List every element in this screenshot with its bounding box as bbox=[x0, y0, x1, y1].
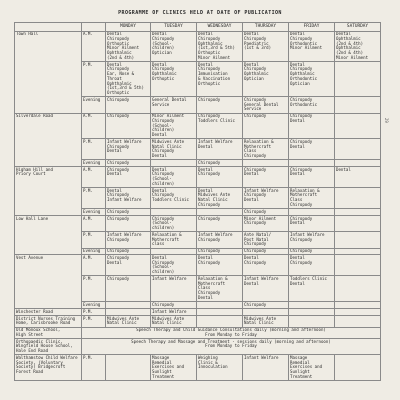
schedule-cell: Dental Chiropody Immunisation & Vaccination Orthoptic bbox=[197, 62, 243, 97]
table-row bbox=[15, 216, 381, 232]
schedule-cell: Chiropody (School- children) bbox=[151, 216, 197, 232]
session-label: P.M. bbox=[82, 355, 106, 381]
clinic-name: Silverdale Road bbox=[15, 113, 82, 167]
schedule-cell: Dental Chiropody Ophthalmic Orthodontic Optician bbox=[289, 62, 335, 97]
schedule-cell bbox=[335, 216, 381, 232]
schedule-cell: Infant Welfare bbox=[151, 309, 197, 316]
clinic-name: Higham Hill and Priory Court bbox=[15, 167, 82, 216]
schedule-cell: Weighing Clinic & Innoculation bbox=[197, 355, 243, 381]
schedule-cell bbox=[197, 209, 243, 216]
schedule-cell: Chiropody bbox=[197, 248, 243, 255]
schedule-cell bbox=[335, 276, 381, 302]
schedule-span-cell: Speech Therapy and Massage and Treatment - sessions daily (morning and afternoon) From Monday to Friday bbox=[82, 339, 381, 355]
schedule-cell: Massage Remedial Exercises and Sunlight Treatment bbox=[289, 355, 335, 381]
schedule-cell: Relaxation & Mothercraft Class Chiropody Dental bbox=[197, 276, 243, 302]
schedule-cell: General Dental Service bbox=[151, 97, 197, 113]
schedule-cell: Chiropody bbox=[106, 113, 151, 139]
schedule-cell: Chiropody bbox=[106, 97, 151, 113]
schedule-cell bbox=[197, 315, 243, 327]
schedule-cell: Dental Chiropody (School- children) Optician bbox=[151, 31, 197, 61]
schedule-cell: Relaxation & Mothercraft Class Chiropody bbox=[243, 139, 289, 160]
session-label: Evening bbox=[82, 302, 106, 309]
schedule-cell: Dental Chiropody bbox=[197, 255, 243, 276]
schedule-cell bbox=[289, 160, 335, 167]
schedule-cell: Dental Chiropody bbox=[197, 167, 243, 188]
schedule-cell: Minor Ailment Chiropody bbox=[243, 216, 289, 232]
schedule-cell bbox=[335, 209, 381, 216]
schedule-cell bbox=[335, 62, 381, 97]
schedule-cell: Midwives Ante Natal Clinic bbox=[243, 315, 289, 327]
schedule-cell bbox=[197, 309, 243, 316]
schedule-cell: Chiropody bbox=[243, 302, 289, 309]
schedule-cell bbox=[289, 309, 335, 316]
schedule-cell: Infant Welfare Chiropody bbox=[106, 232, 151, 248]
table-row bbox=[15, 113, 381, 139]
schedule-cell: Chiropody bbox=[243, 209, 289, 216]
session-label: P.M. bbox=[82, 188, 106, 209]
header-saturday: SATURDAY bbox=[335, 23, 381, 32]
schedule-cell: Infant Welfare Chiropody bbox=[197, 232, 243, 248]
schedule-cell: Midwives Ante Natal Clinic bbox=[106, 315, 151, 327]
schedule-cell bbox=[335, 315, 381, 327]
schedule-cell: Chiropody Dental bbox=[289, 113, 335, 139]
clinic-name: Old Monoux School, High Street bbox=[15, 327, 82, 339]
schedule-cell: Massage Remedial Exercises and Sunlight Treatment bbox=[151, 355, 197, 381]
schedule-cell bbox=[335, 255, 381, 276]
header-monday: MONDAY bbox=[106, 23, 151, 32]
schedule-cell bbox=[335, 97, 381, 113]
schedule-cell: Infant Welfare Chiropody Dental bbox=[106, 139, 151, 160]
schedule-cell: Chiropody bbox=[106, 216, 151, 232]
session-label: A.M. bbox=[82, 31, 106, 61]
clinic-name: Town Hall bbox=[15, 31, 82, 113]
header-clinic bbox=[15, 23, 82, 32]
schedule-cell bbox=[289, 302, 335, 309]
session-label: P.M. bbox=[82, 309, 106, 316]
schedule-cell: Ante Natal/ Post Natal Chiropody bbox=[243, 232, 289, 248]
schedule-cell: Chiropody Dental bbox=[289, 139, 335, 160]
header-wednesday: WEDNESDAY bbox=[197, 23, 243, 32]
header-tuesday: TUESDAY bbox=[151, 23, 197, 32]
page-number: 29 bbox=[384, 118, 389, 123]
schedule-cell: Chiropody bbox=[106, 160, 151, 167]
session-label: P.M. bbox=[82, 62, 106, 97]
schedule-cell: Infant Welfare Chiropody Dental bbox=[243, 188, 289, 209]
table-row bbox=[15, 31, 381, 61]
schedule-cell: Midwives Ante Natal Clinic bbox=[151, 315, 197, 327]
schedule-cell: Chiropody bbox=[151, 302, 197, 309]
schedule-cell: Dental Chiropody Ear, Nose & Throat Ophthalmic (1st,3rd & 5th) Orthoptic bbox=[106, 62, 151, 97]
schedule-cell: Chiropody Dental bbox=[289, 167, 335, 188]
schedule-cell bbox=[289, 315, 335, 327]
schedule-cell: Chiropody bbox=[106, 276, 151, 302]
schedule-cell bbox=[335, 160, 381, 167]
session-label: A.M. bbox=[82, 216, 106, 232]
schedule-cell: Minor Ailment Chiropody (School- children) Dental bbox=[151, 113, 197, 139]
schedule-cell bbox=[335, 309, 381, 316]
table-row bbox=[15, 255, 381, 276]
table-row bbox=[15, 327, 381, 339]
session-label: Evening bbox=[82, 209, 106, 216]
page-title: PROGRAMME OF CLINICS HELD AT DATE OF PUBLICATION bbox=[118, 10, 282, 16]
schedule-cell: Dental Chiropody Toddlers Clinic bbox=[151, 188, 197, 209]
schedule-cell: Dental Midwives Ante Natal Clinic Chiropody bbox=[197, 188, 243, 209]
schedule-cell: Infant Welfare bbox=[243, 355, 289, 381]
schedule-cell: Infant Welfare Dental bbox=[197, 139, 243, 160]
session-label: A.M. bbox=[82, 167, 106, 188]
clinic-schedule-table bbox=[14, 22, 381, 381]
schedule-cell: Chiropody bbox=[197, 97, 243, 113]
clinic-name: Low Hall Lane bbox=[15, 216, 82, 255]
schedule-cell: Chiropody Dental bbox=[289, 216, 335, 232]
schedule-cell: Dental Chiropody bbox=[289, 255, 335, 276]
session-label: A.M. bbox=[82, 255, 106, 276]
schedule-cell: Chiropody General Dental Service bbox=[243, 97, 289, 113]
schedule-cell bbox=[335, 302, 381, 309]
header-friday: FRIDAY bbox=[289, 23, 335, 32]
schedule-cell: Toddlers Clinic Dental bbox=[289, 276, 335, 302]
schedule-cell: Dental Chiropody Orthoptic Minor Ailment Ophthalmic (2nd & 4th) bbox=[106, 31, 151, 61]
schedule-cell: Chiropody Orthodontic bbox=[289, 97, 335, 113]
schedule-cell bbox=[106, 309, 151, 316]
schedule-cell: Chiropody bbox=[243, 248, 289, 255]
schedule-cell: Dental Chiropody (School- children) bbox=[151, 167, 197, 188]
session-label: P.M. bbox=[82, 139, 106, 160]
clinic-name: Vest Avenue bbox=[15, 255, 82, 309]
schedule-cell: Relaxation & Mothercraft class bbox=[151, 232, 197, 248]
schedule-cell bbox=[335, 188, 381, 209]
schedule-cell: Dental Chiropody Infant Welfare bbox=[106, 188, 151, 209]
schedule-cell bbox=[335, 355, 381, 381]
clinic-name: District Nurses Training Home, Carisbrooke Road bbox=[15, 315, 82, 327]
schedule-cell bbox=[151, 160, 197, 167]
schedule-cell: Dental Chiropody (School- children) bbox=[151, 255, 197, 276]
schedule-cell: Dental Chiropody bbox=[243, 255, 289, 276]
schedule-cell: Chiropody bbox=[106, 248, 151, 255]
schedule-cell: Chiropody bbox=[243, 113, 289, 139]
clinic-name: Orthopaedic Clinic, Wingfield House School, Hale End Road bbox=[15, 339, 82, 355]
schedule-cell: Dental Chiropody Ophthalmic Optician bbox=[243, 62, 289, 97]
session-label: Evening bbox=[82, 97, 106, 113]
schedule-cell bbox=[197, 302, 243, 309]
schedule-cell: Chiropody Dental bbox=[106, 255, 151, 276]
schedule-cell bbox=[151, 209, 197, 216]
header-session bbox=[82, 23, 106, 32]
schedule-cell: Infant Welfare Chiropody bbox=[289, 232, 335, 248]
table-row bbox=[15, 355, 381, 381]
schedule-cell bbox=[335, 248, 381, 255]
schedule-cell: Chiropody bbox=[289, 248, 335, 255]
session-label: P.M. bbox=[82, 232, 106, 248]
header-row bbox=[15, 23, 381, 32]
session-label: Evening bbox=[82, 248, 106, 255]
schedule-cell bbox=[243, 309, 289, 316]
table-row bbox=[15, 315, 381, 327]
schedule-cell bbox=[289, 209, 335, 216]
schedule-cell: Chiropody Dental bbox=[106, 167, 151, 188]
schedule-cell: Midwives Ante Natal Clinic Chiropody Dental bbox=[151, 139, 197, 160]
schedule-cell: Dental bbox=[335, 167, 381, 188]
schedule-cell bbox=[106, 302, 151, 309]
table-row bbox=[15, 167, 381, 188]
schedule-cell: Chiropody bbox=[197, 160, 243, 167]
schedule-cell: Chiropody bbox=[106, 209, 151, 216]
schedule-cell: Dental Chiropody Ophthalmic Orthoptic bbox=[151, 62, 197, 97]
session-label: P.M. bbox=[82, 276, 106, 302]
schedule-cell: Dental Chiropody Orthodontic Minor Ailment bbox=[289, 31, 335, 61]
clinic-name: Winchester Road bbox=[15, 309, 82, 316]
schedule-span-cell: Speech Therapy and Child Guidance Consultations daily (morning and afternoon) From Monday to Friday bbox=[82, 327, 381, 339]
schedule-cell bbox=[106, 355, 151, 381]
schedule-cell: Dental Chiropody Ophthalmic (1st,3rd & 5th) Orthoptic Minor Ailment bbox=[197, 31, 243, 61]
schedule-cell: Relaxation & Mothercraft Class Chiropody bbox=[289, 188, 335, 209]
session-label: Evening bbox=[82, 160, 106, 167]
schedule-cell bbox=[335, 139, 381, 160]
clinic-name: Walthamstow Child Welfare Society, (Voluntary Society) Bridgecroft Forest Road bbox=[15, 355, 82, 381]
schedule-cell: Dental Ophthalmic (2nd & 4th) Ophthalmic (2nd & 4th) Minor Ailment bbox=[335, 31, 381, 61]
schedule-cell: Infant Welfare Dental bbox=[243, 276, 289, 302]
schedule-cell: Infant Welfare bbox=[151, 276, 197, 302]
schedule-cell: Dental Chiropody Paediatric (1st & 3rd) bbox=[243, 31, 289, 61]
session-label: P.M. bbox=[82, 315, 106, 327]
schedule-cell bbox=[335, 113, 381, 139]
table-row bbox=[15, 339, 381, 355]
schedule-cell bbox=[335, 232, 381, 248]
schedule-cell: Chiropody bbox=[197, 216, 243, 232]
schedule-cell: Chiropody Toddlers Clinic bbox=[197, 113, 243, 139]
header-thursday: THURSDAY bbox=[243, 23, 289, 32]
schedule-cell bbox=[243, 160, 289, 167]
schedule-cell bbox=[151, 248, 197, 255]
session-label: A.M. bbox=[82, 113, 106, 139]
schedule-cell: Chiropody Dental bbox=[243, 167, 289, 188]
table-row bbox=[15, 309, 381, 316]
